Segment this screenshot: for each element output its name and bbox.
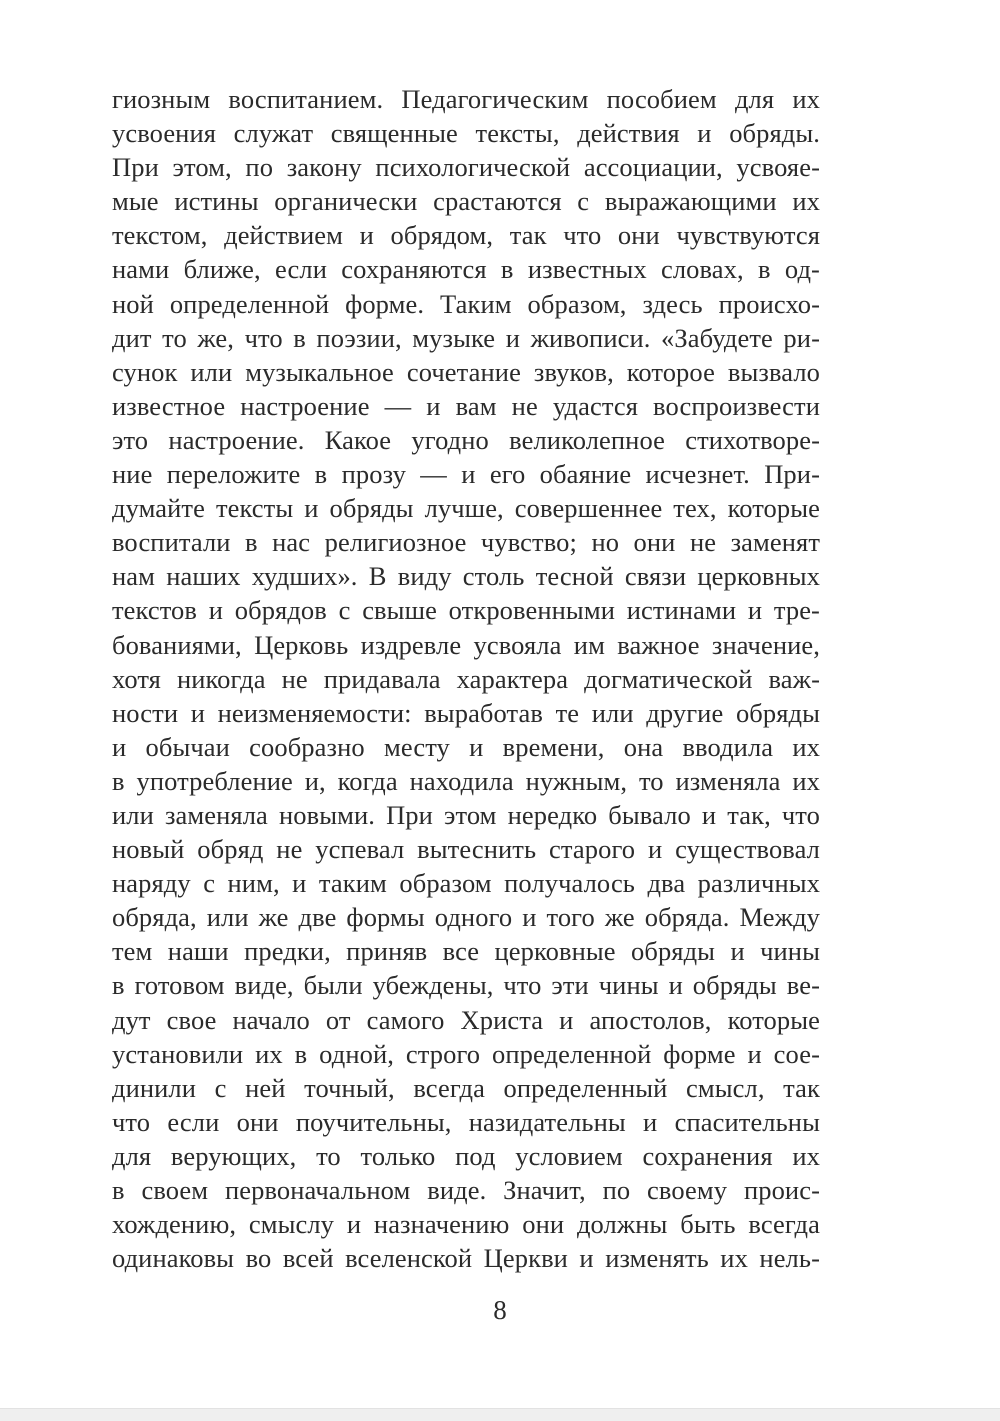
text-line: бованиями, Церковь издревле усвояла им важное значение, — [112, 629, 820, 660]
body-text — [112, 82, 820, 1275]
text-line: для верующих, то только под условием сохранения их — [112, 1140, 820, 1171]
text-line: ние переложите в прозу — и его обаяние исчезнет. При- — [112, 459, 820, 490]
text-line: дит то же, что в поэзии, музыке и живописи. «Забудете ри- — [112, 322, 820, 353]
text-line: одинаковы во всей вселенской Церкви и изменять их нель- — [112, 1243, 820, 1274]
text-line: сунок или музыкальное сочетание звуков, которое вызвало — [112, 356, 820, 387]
text-line: усвоения служат священные тексты, действия и обряды. — [112, 118, 820, 149]
text-line: или заменяла новыми. При этом нередко бывало и так, что — [112, 799, 820, 830]
text-line: При этом, по закону психологической ассоциации, усвояе- — [112, 152, 820, 183]
text-line: что если они поучительны, назидательны и спасительны — [112, 1106, 820, 1137]
text-line: в употребление и, когда находила нужным, то изменяла их — [112, 765, 820, 796]
text-line: хождению, смыслу и назначению они должны быть всегда — [112, 1209, 820, 1240]
text-line: дут свое начало от самого Христа и апостолов, которые — [112, 1004, 820, 1035]
text-line: гиозным воспитанием. Педагогическим пособием для их — [112, 84, 820, 114]
page-bottom-edge — [0, 1408, 1000, 1421]
text-line: текстом, действием и обрядом, так что они чувствуются — [112, 220, 820, 251]
text-line: мые истины органически срастаются с выражающими их — [112, 186, 820, 217]
text-line: ности и неизменяемости: выработав те или другие обряды — [112, 697, 820, 728]
text-line: новый обряд не успевал вытеснить старого и существовал — [112, 834, 820, 865]
text-line: в своем первоначальном виде. Значит, по своему проис- — [112, 1175, 820, 1205]
text-line: в готовом виде, были убеждены, что эти чины и обряды ве- — [112, 970, 820, 1001]
text-line: обряда, или же две формы одного и того же обряда. Между — [112, 902, 820, 933]
text-line: известное настроение — и вам не удастся воспроизвести — [112, 390, 820, 421]
text-line: нами ближе, если сохраняются в известных словах, в од- — [112, 254, 820, 285]
text-line: ной определенной форме. Таким образом, здесь происхо- — [112, 288, 820, 319]
text-line: думайте тексты и обряды лучше, совершеннее тех, которые — [112, 493, 820, 524]
text-line: текстов и обрядов с свыше откровенными истинами и тре- — [112, 595, 820, 626]
text-line: динили с ней точный, всегда определенный смысл, так — [112, 1072, 820, 1103]
text-line: тем наши предки, приняв все церковные обряды и чины — [112, 936, 820, 967]
page-number: 8 — [493, 1295, 507, 1325]
text-line: хотя никогда не придавала характера догматической важ- — [112, 663, 820, 694]
text-line: наряду с ним, и таким образом получалось два различных — [112, 868, 820, 899]
text-line: нам наших худших». В виду столь тесной связи церковных — [112, 561, 820, 592]
text-line: и обычаи сообразно месту и времени, она вводила их — [112, 731, 820, 762]
text-line: это настроение. Какое угодно великолепное стихотворе- — [112, 424, 820, 455]
text-line: воспитали в нас религиозное чувство; но они не заменят — [112, 527, 820, 558]
text-line: установили их в одной, строго определенной форме и сое- — [112, 1038, 820, 1069]
